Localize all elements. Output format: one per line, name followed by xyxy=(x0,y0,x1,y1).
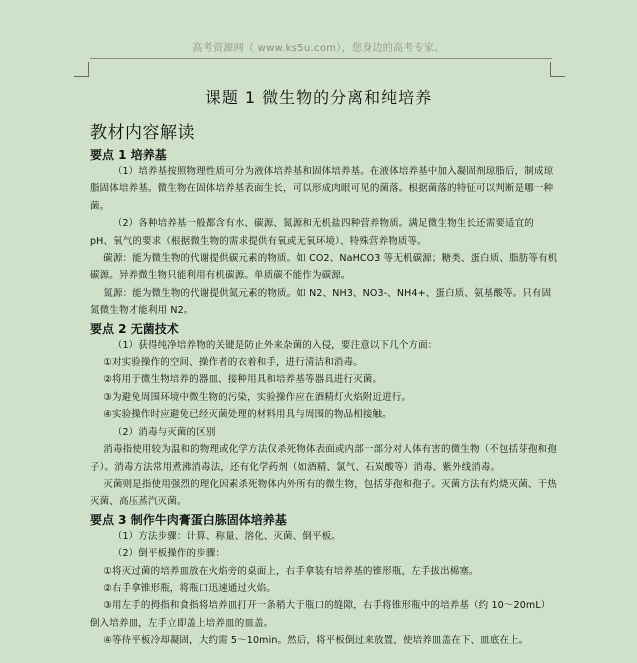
paragraph: （2）各种培养基一般都含有水、碳源、氮源和无机盐四种营养物质。满足微生物生长还需要适宜的 pH、氧气的要求（根据微生物的需求提供有氧或无氧环境）、特殊营养物质等。 xyxy=(90,218,534,247)
paragraph: ②将用于微生物培养的器皿、接种用具和培养基等器具进行灭菌。 xyxy=(103,374,383,386)
key-point-heading: 要点 2 无菌技术 xyxy=(90,321,179,336)
paragraph: ②右手拿锥形瓶，将瓶口迅速通过火焰。 xyxy=(103,582,277,594)
paragraph: ①将灭过菌的培养皿放在火焰旁的桌面上，右手拿装有培养基的锥形瓶，左手拔出棉塞。 xyxy=(103,565,479,577)
margin-corner-mark-left xyxy=(74,62,89,77)
key-point-heading: 要点 1 培养基 xyxy=(90,148,167,162)
paragraph: ③为避免周围环境中微生物的污染，实验操作应在酒精灯火焰附近进行。 xyxy=(103,391,412,403)
section-title: 教材内容解读 xyxy=(90,123,195,143)
paragraph: （1）培养基按照物理性质可分为液体培养基和固体培养基。在液体培养基中加入凝固剂琼脂后，制成琼脂固体培养基。微生物在固体培养基表面生长，可以形成肉眼可见的菌落。根据菌落的特征可以判断是哪一种菌。 xyxy=(90,166,554,212)
document-body xyxy=(90,118,558,650)
paragraph: （1）获得纯净培养物的关键是防止外来杂菌的入侵，要注意以下几个方面： xyxy=(112,339,438,351)
paragraph: （2）倒平板操作的步骤： xyxy=(112,548,226,560)
page-header: 高考资源网（ www.ks5u.com），您身边的高考专家。 xyxy=(192,43,445,54)
paragraph: ④实验操作时应避免已经灭菌处理的材料用具与周围的物品相接触。 xyxy=(103,409,392,421)
content-blocks xyxy=(90,147,558,650)
paragraph: ③用左手的拇指和食指将培养皿打开一条稍大于瓶口的缝隙，右手将锥形瓶中的培养基（约 10～20mL）倒入培养皿，左手立即盖上培养皿的皿盖。 xyxy=(90,600,551,629)
paragraph: （2）消毒与灭菌的区别 xyxy=(112,426,216,438)
paragraph: 消毒指使用较为温和的物理或化学方法仅杀死物体表面或内部一部分对人体有害的微生物（不包括芽孢和孢子）。消毒方法常用煮沸消毒法，还有化学药剂（如酒精、氯气、石炭酸等）消毒、紫外线消毒。 xyxy=(90,444,557,473)
paragraph: 灭菌则是指使用强烈的理化因素杀死物体内外所有的微生物，包括芽孢和孢子。灭菌方法有灼烧灭菌、干热灭菌、高压蒸汽灭菌。 xyxy=(90,478,557,508)
paragraph: （1）方法步骤：计算、称量、溶化、灭菌、倒平板。 xyxy=(112,530,341,542)
paragraph: ①对实验操作的空间、操作者的衣着和手，进行清洁和消毒。 xyxy=(103,357,363,369)
paragraph: 碳源：能为微生物的代谢提供碳元素的物质。如 CO2、NaHCO3 等无机碳源；糖类、蛋白质、脂肪等有机碳源。异养微生物只能利用有机碳源。单质碳不能作为碳源。 xyxy=(90,253,558,282)
key-point-heading: 要点 3 制作牛肉膏蛋白胨固体培养基 xyxy=(90,512,287,527)
header-divider xyxy=(90,58,552,59)
document-title: 课题 1 微生物的分离和纯培养 xyxy=(204,88,433,107)
margin-corner-mark-right xyxy=(550,62,565,77)
paragraph: 氮源：能为微生物的代谢提供氮元素的物质。如 N2、NH3、NO3-、NH4+、蛋白质、氨基酸等。只有固氮微生物才能利用 N2。 xyxy=(90,287,552,317)
paragraph: ④等待平板冷却凝固，大约需 5～10min。然后，将平板倒过来放置，使培养皿盖在下、皿底在上。 xyxy=(103,635,529,647)
